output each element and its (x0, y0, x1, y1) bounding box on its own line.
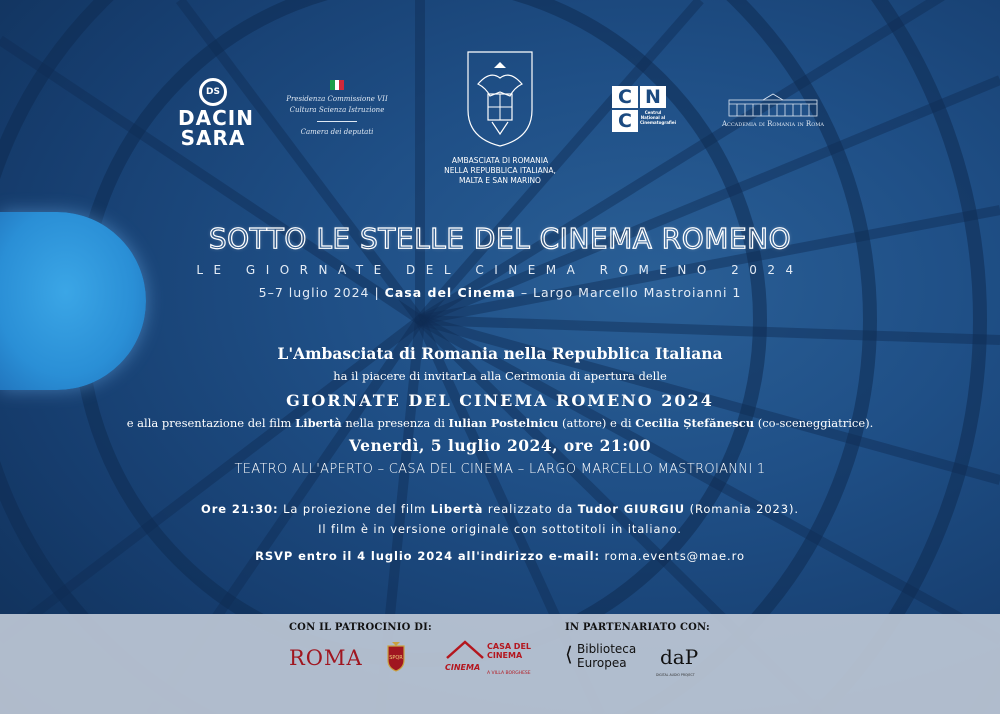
casa-del-cinema-text (487, 642, 531, 660)
ambasciata-line2: NELLA REPUBBLICA ITALIANA, (444, 166, 556, 175)
presentation-writer: Cecilia Ștefănescu (635, 416, 755, 430)
projection-text-3: (Romania 2023). (685, 502, 799, 516)
biblioteca-mark-icon: ⟨ (565, 642, 573, 666)
partner-label: IN PARTENARIATO CON: (565, 622, 710, 633)
dates-suffix: – Largo Marcello Mastroianni 1 (515, 285, 742, 300)
accademia-building-icon (723, 92, 823, 118)
svg-text:SPQR: SPQR (389, 655, 403, 661)
ambasciata-line1: AMBASCIATA DI ROMANIA (451, 156, 549, 165)
presentation-text-1: e alla presentazione del film (126, 416, 296, 430)
projection-line (0, 502, 1000, 516)
dacin-line2: SARA (180, 126, 246, 150)
presentation-text-4: (co-sceneggiatrice). (754, 416, 874, 430)
cnc-letter-c2: C (612, 110, 638, 132)
cnc-logo (612, 86, 676, 132)
dacin-sara-logo (178, 78, 254, 150)
dacin-ring: DS (199, 78, 227, 106)
cnc-letter-n: N (640, 86, 666, 108)
biblioteca-line2: Europea (577, 656, 627, 670)
presentation-film: Libertà (295, 416, 342, 430)
rsvp-email[interactable]: roma.events@mae.ro (599, 549, 745, 563)
projection-text-1: La proiezione del film (278, 502, 431, 516)
accademia-label: Accademia di Romania in Roma (721, 120, 825, 128)
projection-subtitles: Il film è in versione originale con sottotitoli in italiano. (318, 522, 682, 536)
page-subtitle: LE GIORNATE DEL CINEMA ROMENO 2024 (196, 263, 804, 277)
casa-line2: CINEMA (487, 651, 523, 660)
presentation-text-3: (attore) e di (558, 416, 636, 430)
ambasciata-logo (430, 48, 570, 186)
projection-director: Tudor GIURGIU (577, 502, 686, 516)
dacin-line1: DACIN (178, 106, 254, 130)
patronage-label: CON IL PATROCINIO DI: (289, 622, 432, 633)
cnc-letter-c1: C (612, 86, 638, 108)
cnc-small-text: Centrul Național al Cinematografiei (640, 110, 676, 125)
roma-logo: ROMA (289, 646, 363, 670)
presidenza-line3: Camera dei deputati (300, 128, 374, 136)
presidenza-logo (282, 80, 392, 138)
casa-brand: CINEMA (445, 663, 481, 672)
biblioteca-line1: Biblioteca (577, 642, 637, 656)
invitation-venue: TEATRO ALL'APERTO – CASA DEL CINEMA – LARGO MARCELLO MASTROIANNI 1 (234, 462, 766, 477)
projection-film: Libertà (430, 502, 484, 516)
projection-text-2: realizzato da (483, 502, 578, 516)
italian-flag-icon (330, 80, 344, 90)
rsvp-line (0, 549, 1000, 563)
casa-sub: A VILLA BORGHESE (487, 671, 531, 676)
page-title: SOTTO LE STELLE DEL CINEMA ROMENO (208, 222, 792, 255)
dates-prefix: 5–7 luglio 2024 | (258, 285, 385, 300)
roma-shield-icon (386, 642, 406, 672)
dap-sub: DIGITAL AUDIO PROJECT (656, 673, 695, 677)
accademia-logo (718, 92, 828, 128)
dap-logo (656, 640, 716, 680)
dates-venue: Casa del Cinema (384, 285, 516, 300)
event-dates (0, 285, 1000, 300)
presidenza-line2: Cultura Scienza Istruzione (289, 106, 385, 114)
dap-mark: daP (660, 645, 699, 669)
presidenza-line1: Presidenza Commissione VII (286, 95, 388, 103)
invitation-presentation (0, 416, 1000, 430)
rsvp-label: RSVP entro il 4 luglio 2024 all'indirizzo e-mail: (255, 549, 600, 563)
invitation-datetime: Venerdì, 5 luglio 2024, ore 21:00 (348, 436, 652, 455)
projection-time: Ore 21:30: (201, 502, 279, 516)
invitation-event: GIORNATE DEL CINEMA ROMENO 2024 (286, 391, 714, 410)
presentation-actor: Iulian Postelnicu (448, 416, 559, 430)
presidenza-divider (317, 121, 357, 122)
romanian-coat-of-arms-icon (430, 48, 570, 148)
sponsors-footer (0, 614, 1000, 714)
ambasciata-line3: MALTA E SAN MARINO (459, 176, 541, 185)
invitation-host: L'Ambasciata di Romania nella Repubblica Italiana (277, 344, 723, 363)
presentation-text-2: nella presenza di (341, 416, 449, 430)
casa-line1: CASA DEL (487, 642, 532, 651)
invitation-pleasure: ha il piacere di invitarLa alla Cerimonia di apertura delle (333, 369, 667, 383)
